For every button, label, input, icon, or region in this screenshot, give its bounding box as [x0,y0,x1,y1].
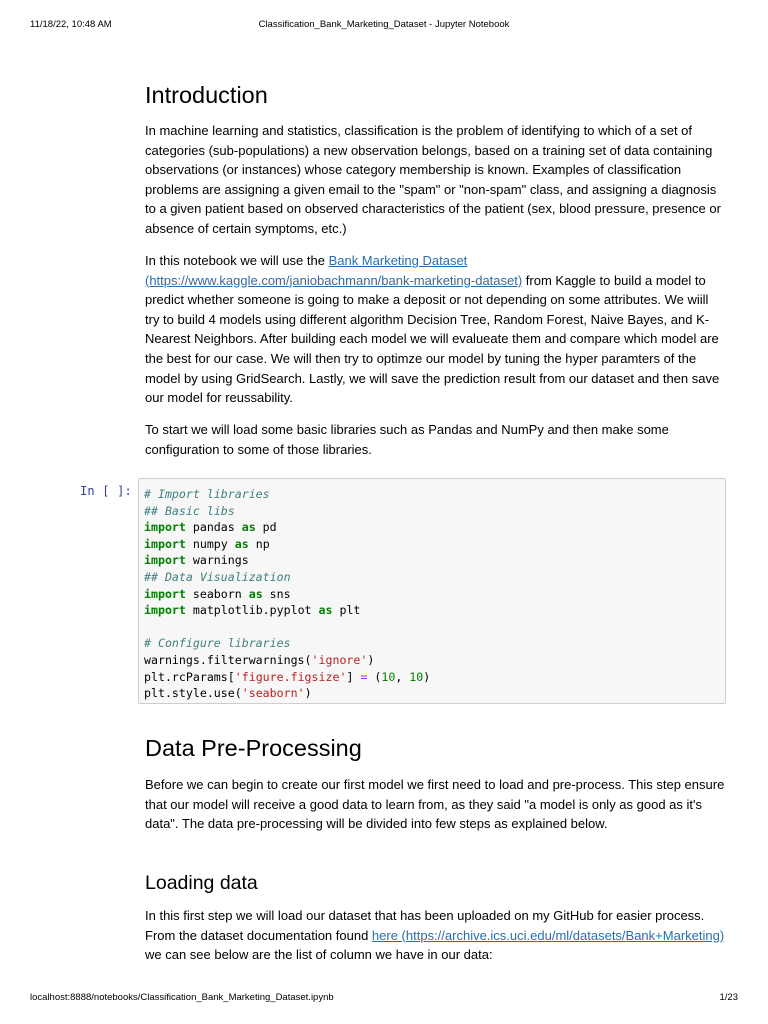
code-comment: ## Data Visualization [144,569,291,584]
code-text: ) [423,669,431,684]
loading-text-end: we can see below are the list of column we have in our data: [145,947,493,963]
preprocessing-paragraph-block [145,775,725,834]
loading-paragraph [145,906,725,965]
intro-paragraph-1: In machine learning and statistics, classification is the problem of identifying to which of a set of categories (sub-populations) a new observation belongs, based on a training set of data containing observations (or instances) whose category membership is known. Examples of classification problems are assigning a given email to the "spam" or "non-spam" class, and assigning a diagnosis to a given patient based on observed characteristics of the patient (sex, blood pressure, presence or absence of certain symptoms, etc.) [145,123,721,236]
code-keyword: import [144,553,186,568]
code-number: 10 [381,669,396,684]
code-text: warnings.filterwarnings( [144,652,312,667]
code-keyword: import [144,603,186,618]
intro-p2-text-end: from Kaggle to build a model to predict whether someone is going to make a deposit or not depending on some attributes. We wiill try to build 4 models using different algorithm Decision Tree, Random Forest, Naive Bayes, and K-Nearest Neighbors. After building each model we will evalueate them and compare which model are the best for our case. We will then try to optimze our model by tuning the hyper paramters of the model by using GridSearch. Lastly, we will save the prediction result from our dataset and then save our model for reussability. [145,272,720,406]
code-text: ] [346,669,361,684]
print-header [30,19,738,33]
intro-p2-text-start: In this notebook we will use the [145,253,329,268]
intro-paragraph-3-block [145,420,725,459]
code-number: 10 [409,669,424,684]
code-string: 'seaborn' [241,686,305,701]
code-keyword: import [144,536,186,551]
print-timestamp: 11/18/22, 10:48 AM [30,19,112,30]
intro-paragraph-3: To start we will load some basic libraries such as Pandas and NumPy and then make some configuration to some of those libraries. [145,422,669,457]
code-comment: # Import libraries [144,487,270,501]
code-text: ) [367,652,375,667]
print-page-title: Classification_Bank_Marketing_Dataset - Jupyter Notebook [258,19,510,30]
code-text: pandas [185,520,242,535]
code-text: np [248,536,270,551]
loading-paragraph-block [145,906,725,965]
code-text: ( [367,669,382,684]
code-text: plt [332,603,361,618]
loading-section [145,872,725,895]
cell-prompt: In [ ]: [80,484,132,498]
code-keyword: as [318,603,333,618]
preprocessing-paragraph: Before we can begin to create our first model we first need to load and pre-process. This step ensure that our model will receive a good data to learn from, as they said "a model is only as good as it's data". The data pre-processing will be divided into few steps as explained below. [145,777,725,832]
code-text: matplotlib.pyplot [185,603,319,618]
print-footer [30,992,738,1006]
print-url: localhost:8888/notebooks/Classification_Bank_Marketing_Dataset.ipynb [30,992,334,1003]
uci-dataset-link[interactable]: here (https://archive.ics.uci.edu/ml/datasets/Bank+Marketing) [371,927,725,943]
code-keyword: import [144,520,186,535]
code-operator: = [360,669,368,684]
code-text: plt.rcParams[ [144,669,235,684]
code-keyword: as [234,536,249,551]
code-editor[interactable] [144,486,430,702]
code-keyword: as [248,586,263,601]
code-keyword: as [241,520,256,535]
code-cell[interactable] [138,478,726,704]
code-text: seaborn [185,586,249,601]
code-comment: # Configure libraries [144,636,291,651]
preprocessing-section [145,735,725,762]
code-text: pd [255,520,277,535]
bank-marketing-dataset-link[interactable]: Bank Marketing Dataset (https://www.kaggle.com/janiobachmann/bank-marketing-dataset) [145,253,523,288]
preprocessing-heading: Data Pre-Processing [145,735,362,761]
intro-heading: Introduction [145,82,268,108]
intro-paragraph-2-block [145,251,725,408]
intro-paragraph-1-block [145,121,725,239]
intro-paragraph-2 [145,251,725,408]
loading-text-start: In this first step we will load our dataset that has been uploaded on my GitHub for easier process. From the dataset documentation found [145,908,705,943]
code-keyword: import [144,586,186,601]
code-comment: ## Basic libs [144,503,235,518]
code-text: warnings [185,553,249,568]
code-string: 'figure.figsize' [234,669,347,684]
print-page-number: 1/23 [719,992,738,1003]
code-text: plt.style.use( [144,686,242,701]
code-text: , [395,669,410,684]
code-text: sns [262,586,291,601]
code-string: 'ignore' [311,652,368,667]
intro-section [145,82,725,109]
loading-heading: Loading data [145,872,258,894]
code-text: ) [304,686,312,701]
code-text: numpy [185,536,235,551]
